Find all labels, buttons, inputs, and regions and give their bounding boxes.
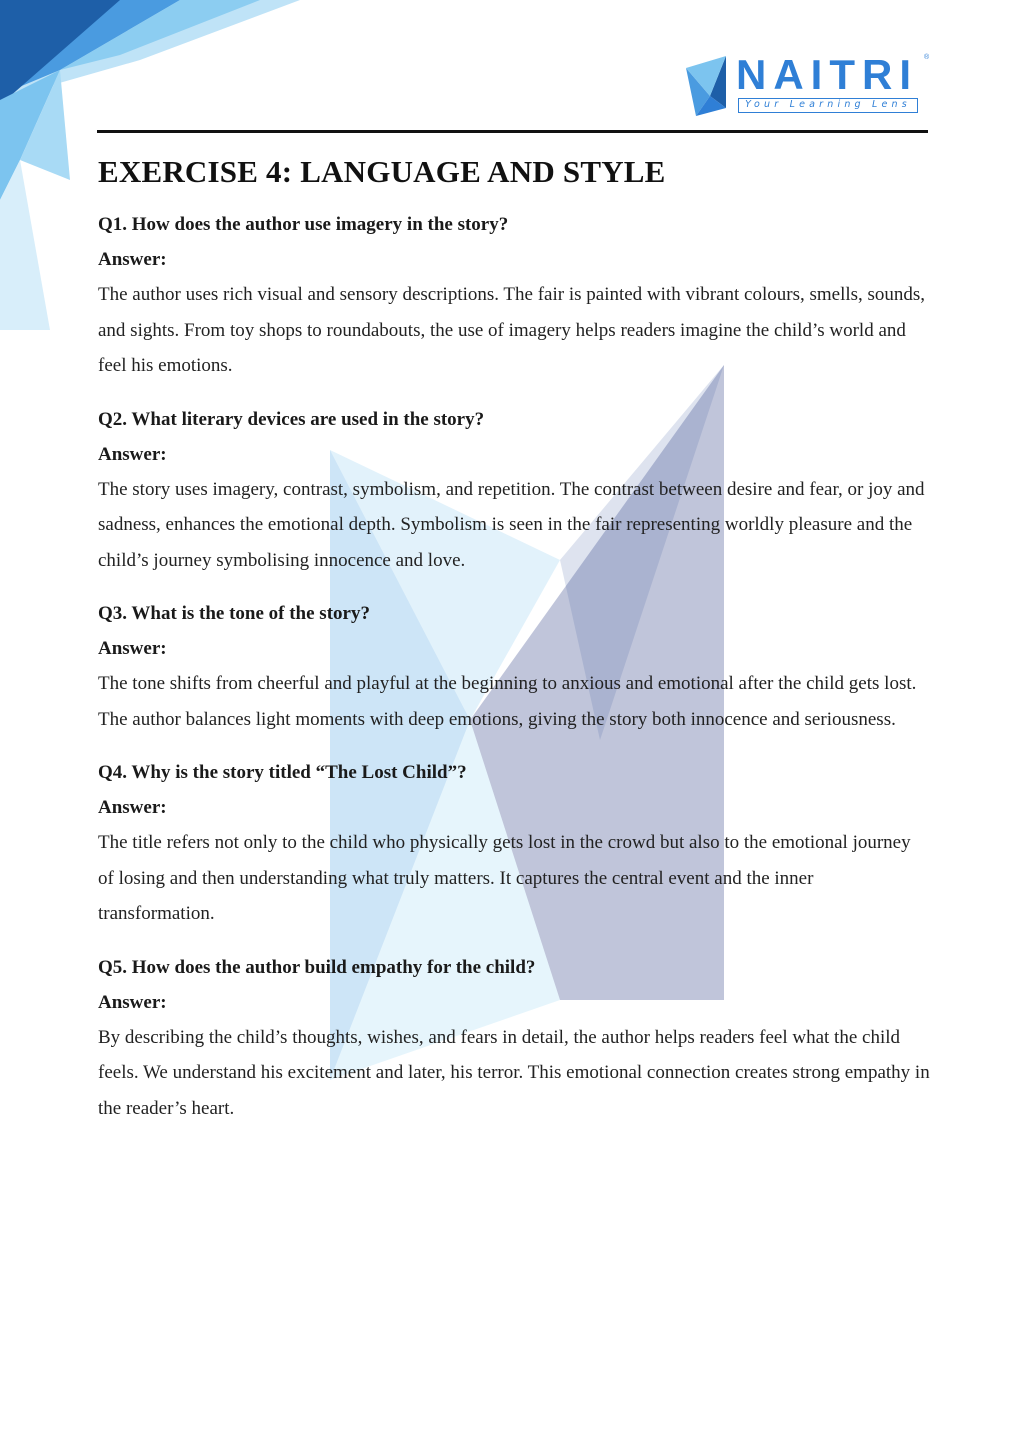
registered-mark: ® (924, 54, 930, 61)
question-text: Q2. What literary devices are used in the story? (98, 408, 485, 430)
qa-block (98, 755, 930, 932)
page-title: EXERCISE 4: LANGUAGE AND STYLE (98, 154, 666, 189)
brand-tagline: Your Learning Lens (738, 98, 918, 113)
answer-text: The story uses imagery, contrast, symbolism, and repetition. The contrast between desire and fear, or joy and sadness, enhances the emotional depth. Symbolism is seen in the fair representing worldly pleasure and the child’s journey symbolising innocence and love. (98, 478, 925, 571)
qa-block (98, 402, 930, 579)
main-content (98, 152, 930, 1126)
answer-label: Answer: (98, 249, 167, 270)
qa-block (98, 207, 930, 384)
question-text: Q1. How does the author use imagery in the story? (98, 214, 509, 235)
header-divider (97, 130, 928, 133)
brand-name: NAITRI (736, 51, 918, 98)
answer-text: The author uses rich visual and sensory descriptions. The fair is painted with vibrant colours, smells, sounds, and sights. From toy shops to roundabouts, the use of imagery helps readers imagine the child’s world and feel his emotions. (98, 284, 926, 376)
qa-block (98, 950, 930, 1127)
answer-text: The title refers not only to the child who physically gets lost in the crowd but also to the emotional journey of losing and then understanding what truly matters. It captures the central event and the inner transformation. (98, 832, 911, 924)
answer-label: Answer: (98, 797, 167, 818)
answer-label: Answer: (98, 991, 167, 1013)
question-text: Q4. Why is the story titled “The Lost Child”? (98, 762, 467, 783)
question-text: Q3. What is the tone of the story? (98, 603, 370, 624)
answer-text: The tone shifts from cheerful and playful at the beginning to anxious and emotional after the child gets lost. The author balances light moments with deep emotions, giving the story both innocence and seriousness. (98, 673, 917, 730)
qa-block (98, 596, 930, 737)
answer-text: By describing the child’s thoughts, wishes, and fears in detail, the author helps readers feel what the child feels. We understand his excitement and later, his terror. This emotional connection creates strong empathy in the reader’s heart. (98, 1026, 930, 1119)
answer-label: Answer: (98, 443, 167, 465)
answer-label: Answer: (98, 638, 167, 659)
brand-logo-mark-icon (684, 50, 738, 122)
brand-logo (684, 50, 934, 122)
question-text: Q5. How does the author build empathy for the child? (98, 956, 536, 978)
